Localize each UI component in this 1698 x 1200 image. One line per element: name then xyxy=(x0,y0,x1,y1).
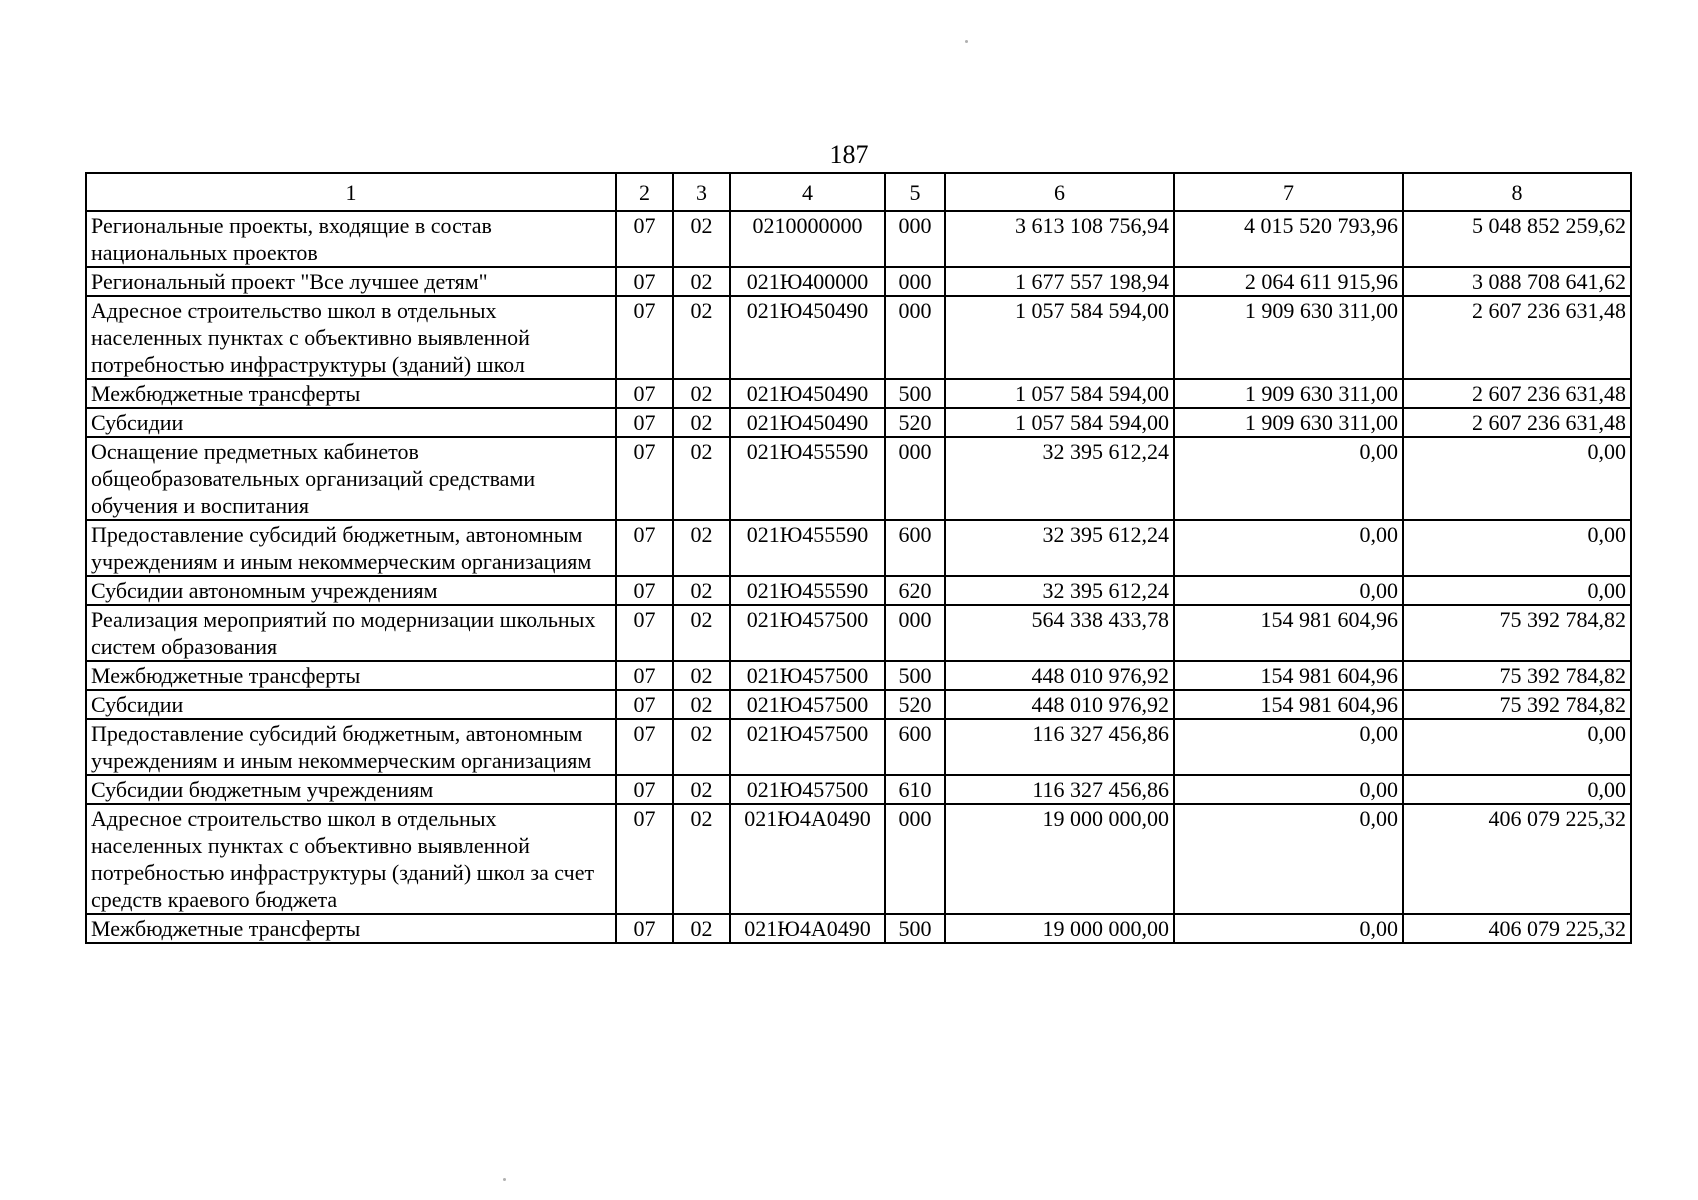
row-subsection: 02 xyxy=(673,379,730,408)
row-expense-type: 000 xyxy=(885,605,945,661)
row-subsection: 02 xyxy=(673,211,730,267)
table-row xyxy=(86,408,1631,437)
row-amount-col6: 448 010 976,92 xyxy=(945,690,1174,719)
row-amount-col7: 0,00 xyxy=(1174,520,1403,576)
row-section: 07 xyxy=(616,296,673,379)
row-name: Предоставление субсидий бюджетным, автономным учреждениям и иным некоммерческим организациям xyxy=(86,520,616,576)
row-section: 07 xyxy=(616,661,673,690)
row-target-code: 021Ю457500 xyxy=(730,775,885,804)
row-target-code: 021Ю457500 xyxy=(730,661,885,690)
row-subsection: 02 xyxy=(673,661,730,690)
header-col-6: 6 xyxy=(945,173,1174,211)
table-row xyxy=(86,690,1631,719)
table-row xyxy=(86,775,1631,804)
row-target-code: 021Ю450490 xyxy=(730,408,885,437)
row-subsection: 02 xyxy=(673,437,730,520)
row-section: 07 xyxy=(616,719,673,775)
row-expense-type: 620 xyxy=(885,576,945,605)
row-expense-type: 600 xyxy=(885,520,945,576)
row-amount-col6: 448 010 976,92 xyxy=(945,661,1174,690)
row-amount-col6: 32 395 612,24 xyxy=(945,437,1174,520)
row-subsection: 02 xyxy=(673,408,730,437)
row-target-code: 021Ю450490 xyxy=(730,379,885,408)
table-row xyxy=(86,661,1631,690)
table-row xyxy=(86,804,1631,914)
row-name: Субсидии xyxy=(86,408,616,437)
row-subsection: 02 xyxy=(673,914,730,943)
row-subsection: 02 xyxy=(673,775,730,804)
row-amount-col8: 3 088 708 641,62 xyxy=(1403,267,1631,296)
row-name: Региональные проекты, входящие в состав национальных проектов xyxy=(86,211,616,267)
table-row xyxy=(86,576,1631,605)
row-amount-col7: 1 909 630 311,00 xyxy=(1174,379,1403,408)
row-amount-col6: 1 057 584 594,00 xyxy=(945,408,1174,437)
row-target-code: 021Ю400000 xyxy=(730,267,885,296)
row-name: Оснащение предметных кабинетов общеобразовательных организаций средствами обучения и воспитания xyxy=(86,437,616,520)
row-amount-col8: 406 079 225,32 xyxy=(1403,804,1631,914)
row-name: Межбюджетные трансферты xyxy=(86,379,616,408)
row-expense-type: 520 xyxy=(885,690,945,719)
header-col-3: 3 xyxy=(673,173,730,211)
row-section: 07 xyxy=(616,211,673,267)
row-expense-type: 000 xyxy=(885,211,945,267)
row-amount-col6: 564 338 433,78 xyxy=(945,605,1174,661)
page-number: 187 xyxy=(829,140,869,169)
row-expense-type: 000 xyxy=(885,437,945,520)
row-amount-col8: 0,00 xyxy=(1403,719,1631,775)
row-amount-col8: 0,00 xyxy=(1403,775,1631,804)
scan-speck xyxy=(965,40,968,43)
row-name: Адресное строительство школ в отдельных населенных пунктах с объективно выявленной потребностью инфраструктуры (зданий) школ за счет средств краевого бюджета xyxy=(86,804,616,914)
row-subsection: 02 xyxy=(673,605,730,661)
row-name: Субсидии автономным учреждениям xyxy=(86,576,616,605)
row-amount-col7: 0,00 xyxy=(1174,804,1403,914)
row-name: Региональный проект "Все лучшее детям" xyxy=(86,267,616,296)
row-expense-type: 000 xyxy=(885,296,945,379)
row-section: 07 xyxy=(616,520,673,576)
row-target-code: 021Ю457500 xyxy=(730,605,885,661)
row-amount-col6: 3 613 108 756,94 xyxy=(945,211,1174,267)
row-subsection: 02 xyxy=(673,267,730,296)
row-amount-col8: 75 392 784,82 xyxy=(1403,690,1631,719)
header-col-5: 5 xyxy=(885,173,945,211)
scan-speck xyxy=(503,1178,506,1181)
header-col-1: 1 xyxy=(86,173,616,211)
row-amount-col8: 2 607 236 631,48 xyxy=(1403,408,1631,437)
row-subsection: 02 xyxy=(673,719,730,775)
table-row xyxy=(86,914,1631,943)
row-amount-col6: 1 057 584 594,00 xyxy=(945,296,1174,379)
row-section: 07 xyxy=(616,690,673,719)
row-amount-col7: 0,00 xyxy=(1174,914,1403,943)
row-amount-col6: 116 327 456,86 xyxy=(945,719,1174,775)
row-target-code: 021Ю457500 xyxy=(730,690,885,719)
row-name: Субсидии бюджетным учреждениям xyxy=(86,775,616,804)
row-target-code: 021Ю4А0490 xyxy=(730,914,885,943)
row-amount-col6: 19 000 000,00 xyxy=(945,804,1174,914)
row-amount-col8: 2 607 236 631,48 xyxy=(1403,379,1631,408)
row-subsection: 02 xyxy=(673,804,730,914)
row-section: 07 xyxy=(616,914,673,943)
row-name: Предоставление субсидий бюджетным, автономным учреждениям и иным некоммерческим организациям xyxy=(86,719,616,775)
table-row xyxy=(86,379,1631,408)
row-amount-col7: 0,00 xyxy=(1174,576,1403,605)
row-expense-type: 610 xyxy=(885,775,945,804)
row-amount-col6: 19 000 000,00 xyxy=(945,914,1174,943)
row-section: 07 xyxy=(616,804,673,914)
row-name: Реализация мероприятий по модернизации школьных систем образования xyxy=(86,605,616,661)
table-row xyxy=(86,211,1631,267)
row-section: 07 xyxy=(616,379,673,408)
row-expense-type: 500 xyxy=(885,379,945,408)
row-amount-col8: 0,00 xyxy=(1403,576,1631,605)
row-expense-type: 520 xyxy=(885,408,945,437)
row-target-code: 021Ю455590 xyxy=(730,520,885,576)
row-subsection: 02 xyxy=(673,690,730,719)
row-subsection: 02 xyxy=(673,520,730,576)
row-expense-type: 000 xyxy=(885,267,945,296)
row-amount-col7: 0,00 xyxy=(1174,775,1403,804)
row-amount-col8: 75 392 784,82 xyxy=(1403,661,1631,690)
header-col-4: 4 xyxy=(730,173,885,211)
row-amount-col6: 116 327 456,86 xyxy=(945,775,1174,804)
row-amount-col7: 154 981 604,96 xyxy=(1174,605,1403,661)
row-amount-col8: 0,00 xyxy=(1403,437,1631,520)
row-target-code: 021Ю455590 xyxy=(730,437,885,520)
row-amount-col8: 0,00 xyxy=(1403,520,1631,576)
row-amount-col7: 0,00 xyxy=(1174,719,1403,775)
table-row xyxy=(86,520,1631,576)
row-name: Межбюджетные трансферты xyxy=(86,914,616,943)
row-expense-type: 500 xyxy=(885,914,945,943)
row-amount-col7: 154 981 604,96 xyxy=(1174,661,1403,690)
table-row xyxy=(86,296,1631,379)
row-section: 07 xyxy=(616,408,673,437)
row-amount-col6: 32 395 612,24 xyxy=(945,520,1174,576)
table-row xyxy=(86,267,1631,296)
row-amount-col7: 2 064 611 915,96 xyxy=(1174,267,1403,296)
header-row xyxy=(86,173,1631,211)
row-expense-type: 500 xyxy=(885,661,945,690)
row-amount-col7: 1 909 630 311,00 xyxy=(1174,408,1403,437)
row-target-code: 021Ю450490 xyxy=(730,296,885,379)
row-section: 07 xyxy=(616,267,673,296)
header-col-2: 2 xyxy=(616,173,673,211)
row-amount-col8: 406 079 225,32 xyxy=(1403,914,1631,943)
header-col-8: 8 xyxy=(1403,173,1631,211)
table-row xyxy=(86,605,1631,661)
row-amount-col7: 154 981 604,96 xyxy=(1174,690,1403,719)
row-amount-col7: 1 909 630 311,00 xyxy=(1174,296,1403,379)
row-amount-col7: 0,00 xyxy=(1174,437,1403,520)
row-name: Субсидии xyxy=(86,690,616,719)
row-target-code: 021Ю457500 xyxy=(730,719,885,775)
row-amount-col6: 1 057 584 594,00 xyxy=(945,379,1174,408)
row-name: Адресное строительство школ в отдельных населенных пунктах с объективно выявленной потребностью инфраструктуры (зданий) школ xyxy=(86,296,616,379)
row-expense-type: 600 xyxy=(885,719,945,775)
header-col-7: 7 xyxy=(1174,173,1403,211)
row-amount-col8: 5 048 852 259,62 xyxy=(1403,211,1631,267)
row-section: 07 xyxy=(616,605,673,661)
row-subsection: 02 xyxy=(673,296,730,379)
row-section: 07 xyxy=(616,576,673,605)
budget-table xyxy=(85,172,1632,944)
row-name: Межбюджетные трансферты xyxy=(86,661,616,690)
row-amount-col7: 4 015 520 793,96 xyxy=(1174,211,1403,267)
row-target-code: 021Ю4А0490 xyxy=(730,804,885,914)
row-amount-col6: 1 677 557 198,94 xyxy=(945,267,1174,296)
row-amount-col6: 32 395 612,24 xyxy=(945,576,1174,605)
row-target-code: 0210000000 xyxy=(730,211,885,267)
table-row xyxy=(86,437,1631,520)
table-row xyxy=(86,719,1631,775)
row-subsection: 02 xyxy=(673,576,730,605)
row-amount-col8: 2 607 236 631,48 xyxy=(1403,296,1631,379)
row-section: 07 xyxy=(616,437,673,520)
row-section: 07 xyxy=(616,775,673,804)
row-expense-type: 000 xyxy=(885,804,945,914)
row-target-code: 021Ю455590 xyxy=(730,576,885,605)
row-amount-col8: 75 392 784,82 xyxy=(1403,605,1631,661)
